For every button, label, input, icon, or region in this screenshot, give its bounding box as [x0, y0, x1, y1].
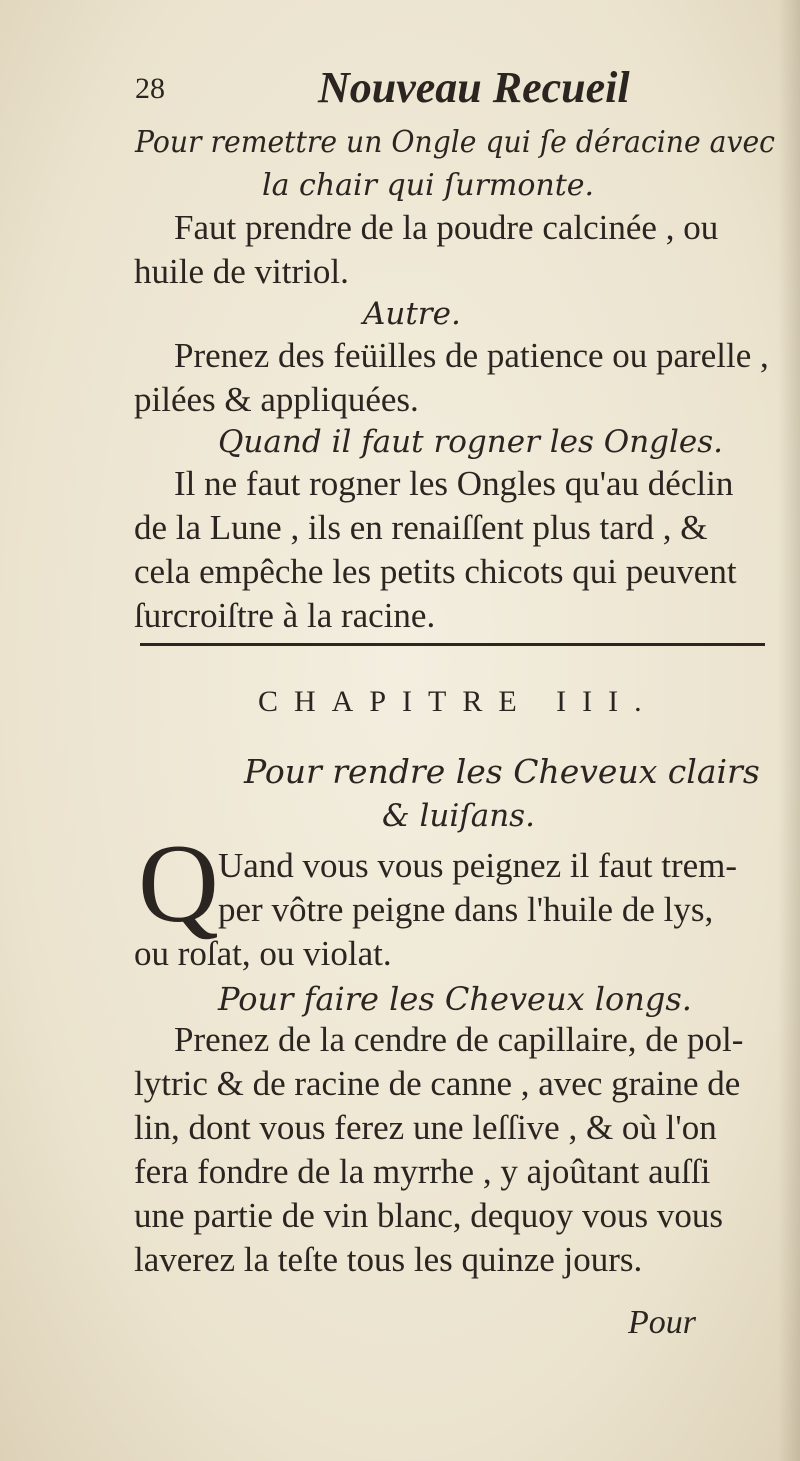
- paragraph-line: pilées & appliquées.: [134, 380, 419, 419]
- drop-cap: Q: [138, 822, 219, 946]
- paragraph-line: laverez la teſte tous les quinze jours.: [134, 1240, 643, 1279]
- section-title: Autre.: [363, 296, 461, 332]
- section-title: Pour remettre un Ongle qui ſe déracine avec: [135, 125, 775, 160]
- running-title: Nouveau Recueil: [318, 63, 630, 112]
- section-title: Pour faire les Cheveux longs.: [218, 980, 692, 1018]
- chapter-title: & luiſans.: [382, 798, 535, 834]
- paragraph-line: Il ne faut rogner les Ongles qu'au déclin: [174, 464, 734, 503]
- chapter-title: Pour rendre les Cheveux clairs: [244, 752, 760, 791]
- paragraph-line: huile de vitriol.: [134, 252, 349, 291]
- paragraph-line: Uand vous vous peignez il faut trem-: [218, 846, 738, 885]
- page-edge-shadow: [778, 0, 800, 1461]
- page-number: 28: [135, 72, 165, 105]
- section-title: la chair qui ſurmonte.: [262, 168, 595, 203]
- paragraph-line: lin, dont vous ferez une leſſive , & où l'on: [134, 1108, 717, 1147]
- paragraph-line: de la Lune , ils en renaiſſent plus tard , &: [134, 508, 708, 547]
- paragraph-line: lytric & de racine de canne , avec graine de: [134, 1064, 741, 1103]
- paragraph-line: per vôtre peigne dans l'huile de lys,: [218, 890, 714, 929]
- paragraph-line: ou roſat, ou violat.: [134, 934, 392, 973]
- paragraph-line: Prenez de la cendre de capillaire, de pol-: [174, 1020, 744, 1059]
- paragraph-line: une partie de vin blanc, dequoy vous vous: [134, 1196, 724, 1235]
- paragraph-line: fera fondre de la myrrhe , y ajoûtant auſſi: [134, 1152, 711, 1191]
- chapter-heading: CHAPITRE III.: [258, 685, 658, 718]
- catchword: Pour: [628, 1304, 696, 1341]
- paragraph-line: Faut prendre de la poudre calcinée , ou: [174, 208, 719, 247]
- paragraph-line: Prenez des feüilles de patience ou parelle ,: [174, 336, 769, 375]
- paragraph-line: cela empêche les petits chicots qui peuvent: [134, 552, 737, 591]
- chapter-rule: [140, 643, 765, 646]
- paragraph-line: ſurcroiſtre à la racine.: [134, 596, 436, 635]
- section-title: Quand il faut rogner les Ongles.: [218, 424, 724, 460]
